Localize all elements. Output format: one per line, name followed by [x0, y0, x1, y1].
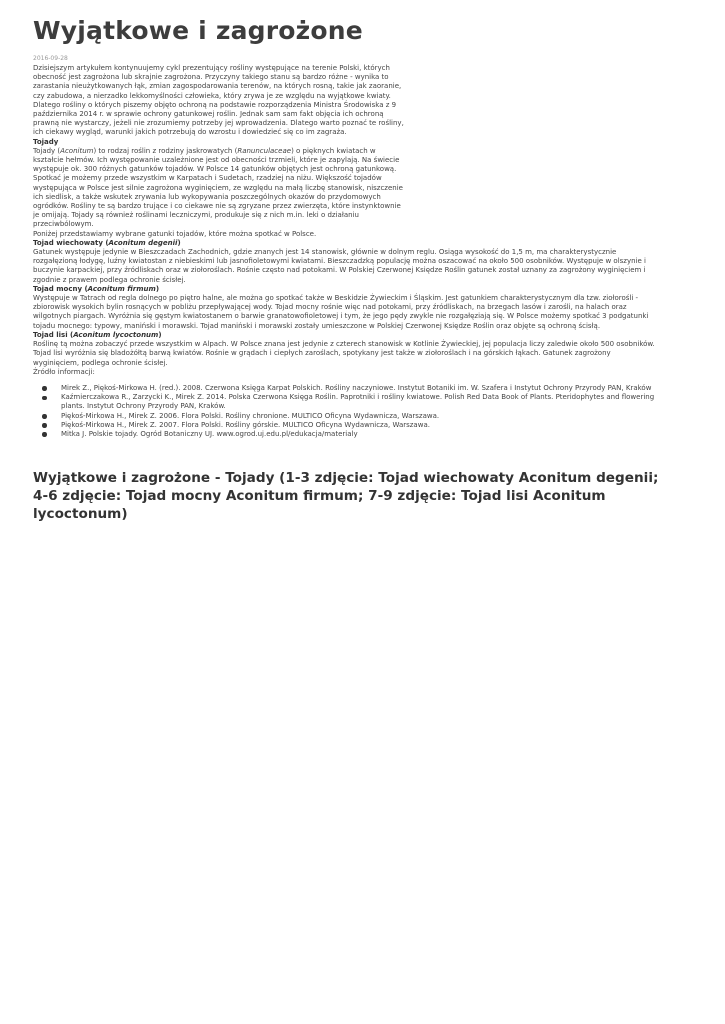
- article-date: 2016-09-28: [33, 55, 68, 62]
- intro-paragraph: Dzisiejszym artykułem kontynuujemy cykl prezentujący rośliny występujące na terenie Polski, których obecność jest zagrożona lub skrajnie zagrożona. Przyczyny takiego stanu są bardzo różne - wynika to zarastania nieużytkowanych łąk, zmian zagospodarowania terenów, na których rosną, takie jak zaoranie, czy zabudowa, a nierzadko lekkomyślności człowieka, który zrywa je ze względu na wyjątkowe kwiaty. Dlatego rośliny o których piszemy objęto ochroną na podstawie rozporządzenia Ministra Środowiska z 9 października 2014 r. w sprawie ochrony gatunkowej roślin. Jednak sam sam fakt objęcia ich ochroną prawną nie wystarczy, jeżeli nie zrozumiemy potrzeby jej wprowadzenia. Dlatego warto poznać te rośliny, ich ciekawy wygląd, warunki jakich potrzebują do wzrostu i dowiedzieć się co im zagraża.: [33, 64, 404, 137]
- species-close: ): [177, 238, 181, 247]
- tojady-latin-2: Ranunculaceae: [237, 146, 292, 155]
- tojady-text-1: Tojady (: [33, 146, 61, 155]
- list-item: Kaźmierczakowa R., Zarzycki K., Mirek Z. 2014. Polska Czerwona Księga Roślin. Paprotniki i rośliny kwiatowe. Polish Red Data Book of Plants. Pteridophytes and flowering plants. Instytut Ochrony Przyrody PAN, Kraków.: [55, 393, 661, 411]
- article-content: [33, 64, 725, 439]
- species-text-2: Występuje w Tatrach od regla dolnego po piętro halne, ale można go spotkać także w Beskidzie Żywieckim i Śląskim. Jest gatunkiem charakterystycznym dla tzw. ziołorośli - zbiorowisk wysokich bylin rosnących w pobliżu przepływającej wody. Tojad mocny rośnie więc nad potokami, przy źródliskach, na brzegach lasów i zarośli, na halach oraz wilgotnych piargach. Wyróżnia się gęstym kwiatostanem o barwie granatowofioletowej i tym, że jego pędy zwykle nie rozgałęziają się. W Polsce możemy spotkać 3 podgatunki tojadu mocnego: typowy, maniński i morawski. Tojad maniński i morawski zostały umieszczone w Polskiej Czerwonej Księdze Roślin oraz objęte są ochroną ścisłą.: [33, 294, 649, 330]
- list-item: Mirek Z., Piękoś-Mirkowa H. (red.). 2008. Czerwona Księga Karpat Polskich. Rośliny naczyniowe. Instytut Botaniki im. W. Szafera i Instytut Ochrony Przyrody PAN, Kraków: [55, 384, 661, 393]
- list-item: Piękoś-Mirkowa H., Mirek Z. 2006. Flora Polski. Rośliny chronione. MULTICO Oficyna Wydawnicza, Warszawa.: [55, 412, 661, 421]
- gallery-title: Wyjątkowe i zagrożone - Tojady (1-3 zdjęcie: Tojad wiechowaty Aconitum degenii; 4-6 zdjęcie: Tojad mocny Aconitum firmum; 7-9 zdjęcie: Tojad lisi Aconitum lycoctonum): [33, 470, 659, 523]
- species-close: ): [158, 330, 162, 339]
- species-name: Tojad mocny (: [33, 284, 88, 293]
- sources-label: Źródło informacji:: [33, 367, 95, 376]
- species-heading-2: [33, 285, 655, 294]
- tojady-text-3: ) o pięknych kwiatach w kształcie hełmów. Ich występowanie uzależnione jest od obecności trzmieli, które je zapylają. Na świecie występuje ok. 300 różnych gatunków tojadów. W Polsce 14 gatunków objętych jest ochroną gatunkową. Spotkać je możemy przede wszystkim w Karpatach i Sudetach, rzadziej na niżu. Większość tojadów występująca w Polsce jest silnie zagrożona wyginięciem, ze względu na małą liczbę stanowisk, niszczenie ich siedlisk, a także wskutek zrywania lub wykopywania poszczególnych okazów do przydomowych ogródków. Rośliny te są bardzo trujące i co ciekawe nie są zgryzane przez zwierzęta, które instynktownie je omijają. Tojady są również roślinami leczniczymi, produkuje się z nich m.in. leki o działaniu przeciwbólowym.: [33, 146, 403, 229]
- sources-list: [33, 384, 725, 439]
- page-title: Wyjątkowe i zagrożone: [33, 16, 363, 45]
- tojady-text-2: ) to rodzaj roślin z rodziny jaskrowatych (: [93, 146, 238, 155]
- list-item: Mitka J. Polskie tojady. Ogród Botaniczny UJ. www.ogrod.uj.edu.pl/edukacja/materialy: [55, 430, 661, 439]
- below-text: Poniżej przedstawiamy wybrane gatunki tojadów, które można spotkać w Polsce.: [33, 229, 317, 238]
- list-item: Piękoś-Mirkowa H., Mirek Z. 2007. Flora Polski. Rośliny górskie. MULTICO Oficyna Wydawnicza, Warszawa.: [55, 421, 661, 430]
- species-latin: Aconitum firmum: [87, 284, 156, 293]
- tojady-latin-1: Aconitum: [60, 146, 94, 155]
- species-heading-1: [33, 239, 655, 248]
- species-name: Tojad lisi (: [33, 330, 74, 339]
- species-latin: Aconitum lycoctonum: [73, 330, 159, 339]
- species-text-1: Gatunek występuje jedynie w Bieszczadach Zachodnich, gdzie znanych jest 14 stanowisk, głównie w dolnym reglu. Osiąga wysokość do 1,5 m, ma charakterystycznie rozgałęzioną łodygę, luźny kwiatostan z niebieskimi lub jasnofioletowymi kwiatami. Bieszczadzką populację można oszacować na około 500 osobników. Występuje w olszynie i buczynie karpackiej, przy źródliskach oraz w ziołoroślach. Rośnie często nad potokami. W Polskiej Czerwonej Księdze Roślin gatunek został uznany za zagrożony wyginięciem i zgodnie z prawem podlega ochronie ścisłej.: [33, 248, 646, 284]
- species-close: ): [155, 284, 160, 293]
- species-text-3: Roślinę tą można zobaczyć przede wszystkim w Alpach. W Polsce znana jest jedynie z czterech stanowisk w Kotlinie Żywieckiej, jej populacja liczy zaledwie około 500 osobników. Tojad lisi wyróżnia się bladożółtą barwą kwiatów. Rośnie w grądach i ciepłych zaroślach, spotykany jest także w ziołoroślach i na górskich łąkach. Gatunek zagrożony wyginięciem, podlega ochronie ścisłej.: [33, 340, 655, 367]
- tojady-paragraph: [33, 147, 405, 230]
- species-heading-3: [33, 331, 655, 340]
- species-latin: Aconitum degenii: [108, 238, 178, 247]
- species-name: Tojad wiechowaty (: [33, 238, 109, 247]
- section-heading: Tojady: [33, 137, 59, 146]
